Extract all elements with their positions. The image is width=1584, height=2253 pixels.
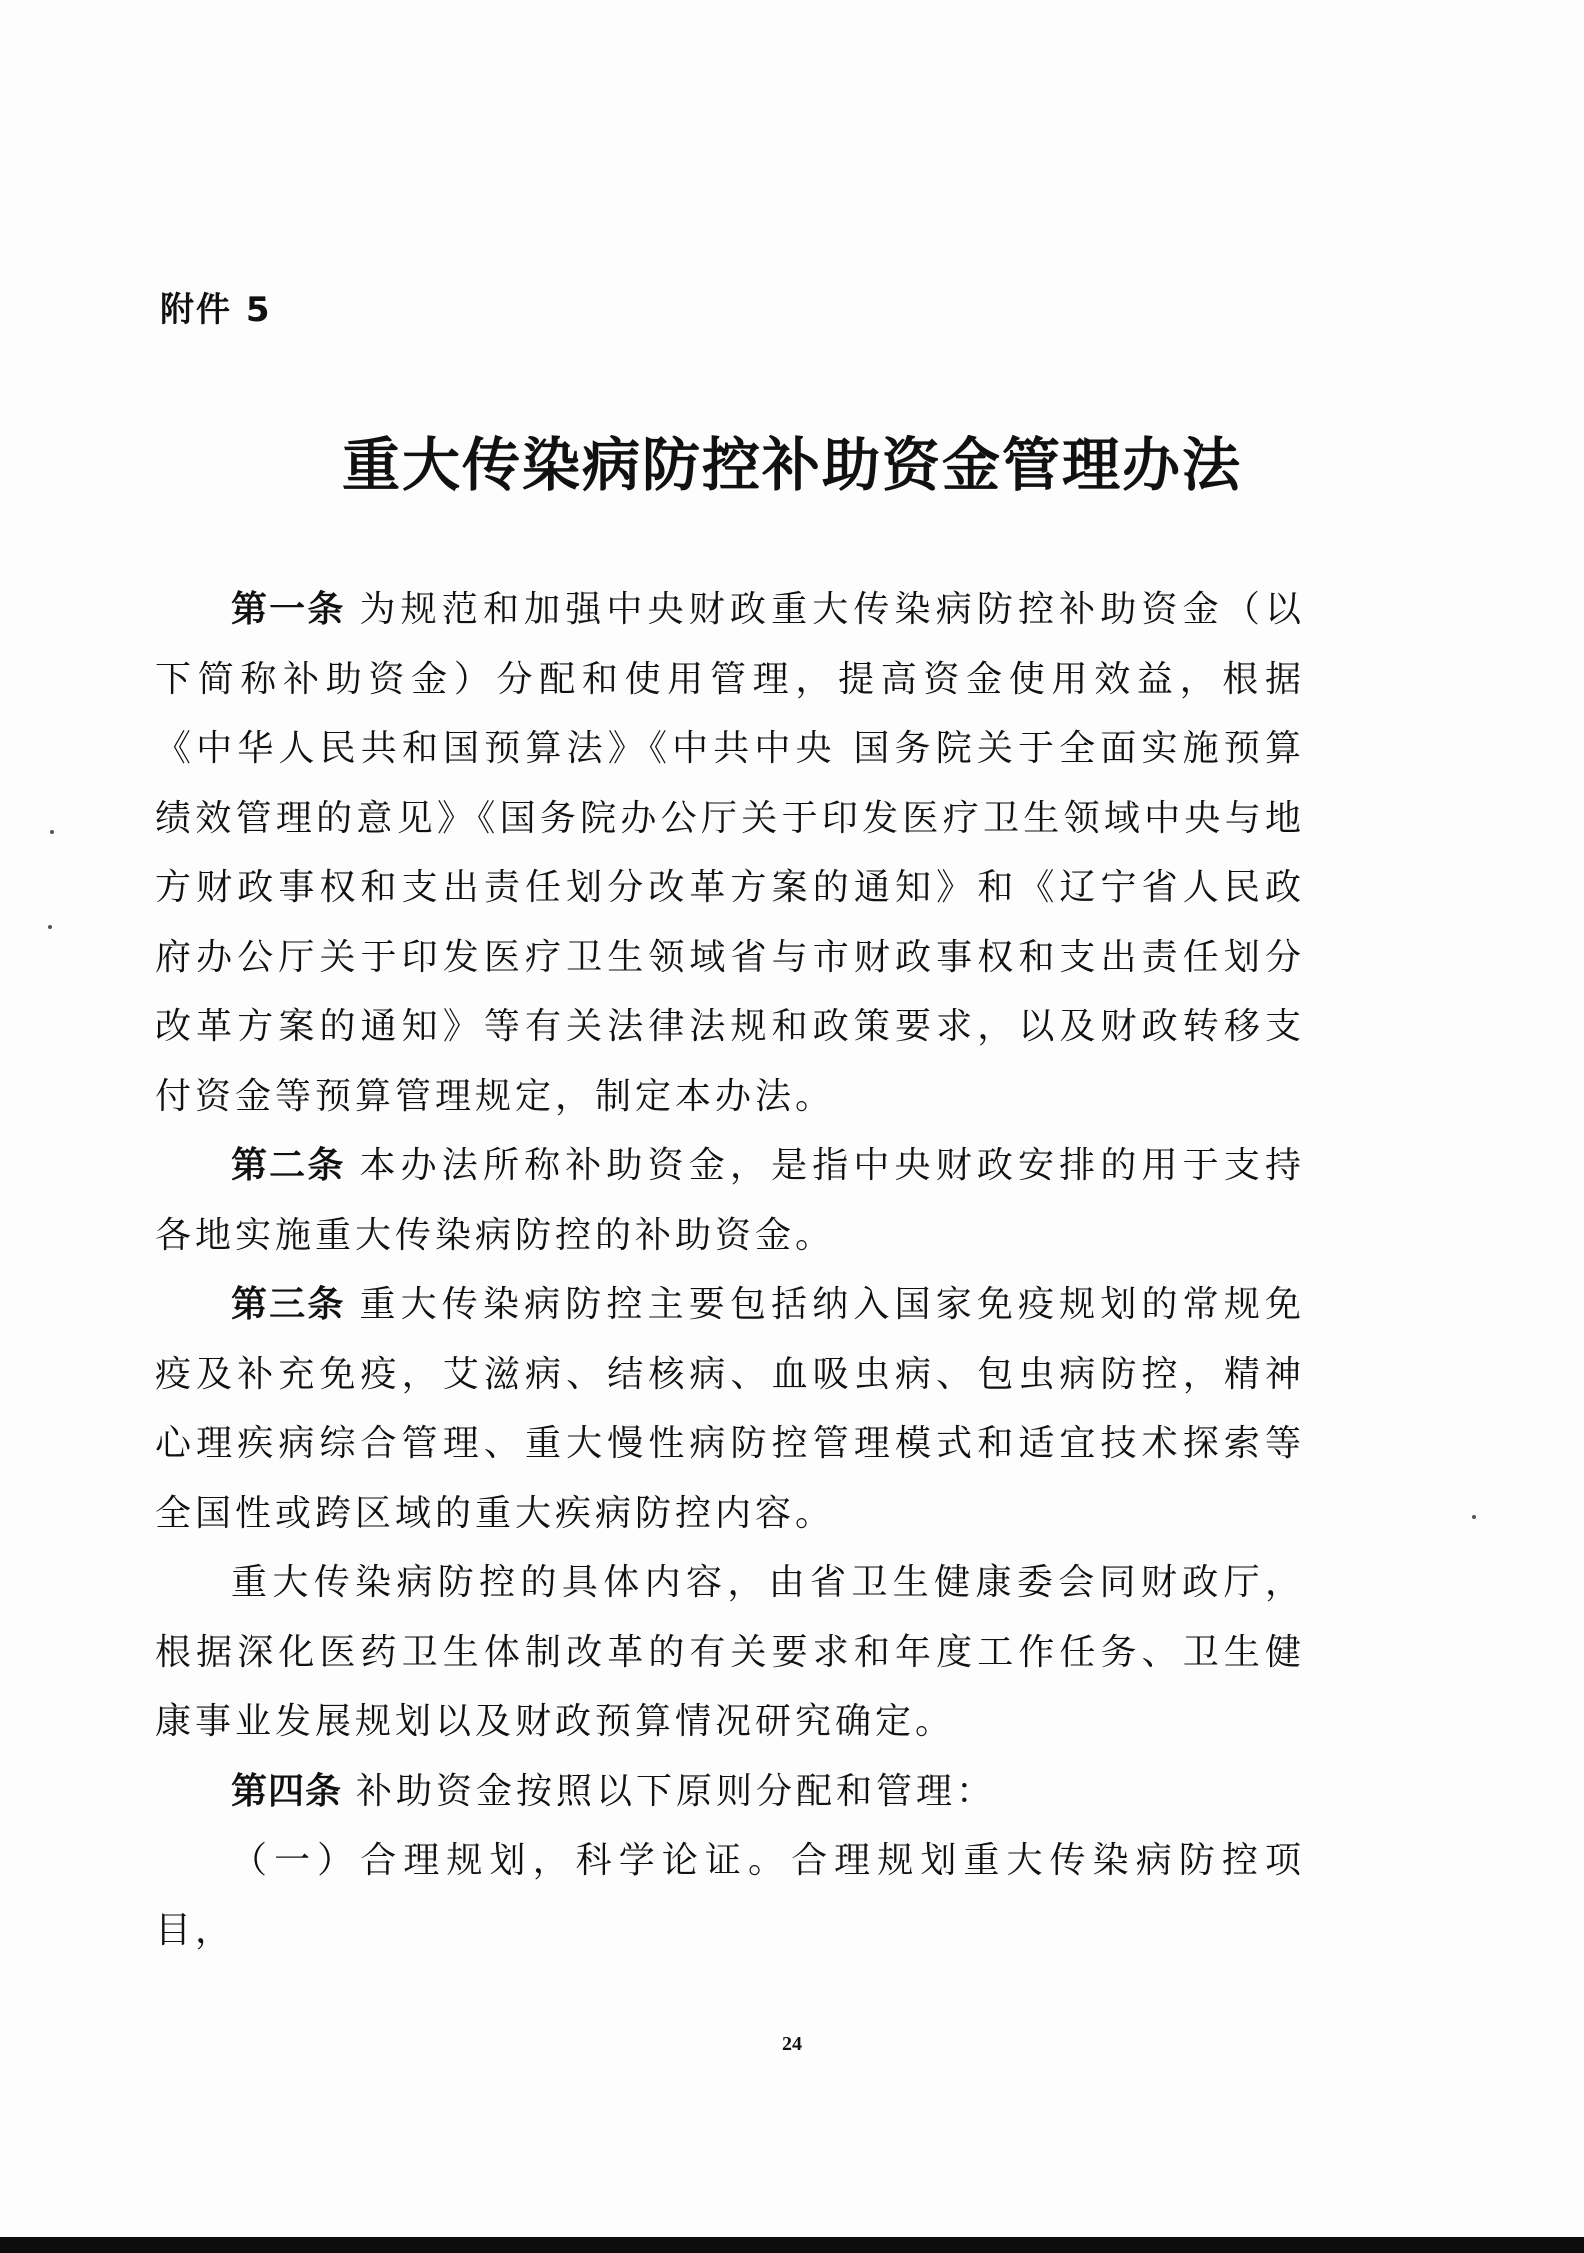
scan-speck xyxy=(48,925,52,929)
scan-speck xyxy=(1472,1515,1476,1519)
article-text: 重大传染病防控主要包括纳入国家免疫规划的常规免疫及补充免疫，艾滋病、结核病、血吸虫病、包虫病防控，精神心理疾病综合管理、重大慢性病防控管理模式和适宜技术探索等全国性或跨区域的重大疾病防控内容。 xyxy=(155,1284,1305,1534)
article-3-paragraph xyxy=(155,1270,1305,1548)
article-text: 本办法所称补助资金，是指中央财政安排的用于支持各地实施重大传染病防控的补助资金。 xyxy=(155,1145,1305,1256)
document-title: 重大传染病防控补助资金管理办法 xyxy=(341,431,1242,499)
article-heading: 第三条 xyxy=(231,1284,346,1325)
document-body xyxy=(155,575,1305,1965)
article-2-paragraph xyxy=(155,1131,1305,1270)
attachment-label: 附件 5 xyxy=(160,290,272,330)
article-4-item-1-paragraph xyxy=(155,1826,1305,1965)
scan-bottom-edge xyxy=(0,2237,1584,2253)
article-text: 重大传染病防控的具体内容，由省卫生健康委会同财政厅，根据深化医药卫生体制改革的有关要求和年度工作任务、卫生健康事业发展规划以及财政预算情况研究确定。 xyxy=(155,1562,1305,1742)
article-text: 补助资金按照以下原则分配和管理： xyxy=(356,1770,997,1812)
article-heading: 第二条 xyxy=(231,1145,346,1186)
article-1-paragraph xyxy=(155,575,1305,1131)
article-heading: 第四条 xyxy=(231,1770,343,1812)
article-text: 为规范和加强中央财政重大传染病防控补助资金（以下简称补助资金）分配和使用管理，提高资金使用效益，根据《中华人民共和国预算法》《中共中央 国务院关于全面实施预算绩效管理的意见》《国务院办公厅关于印发医疗卫生领域中央与地方财政事权和支出责任划分改革方案的通知》和《辽宁省人民政府办公厅关于印发医疗卫生领域省与市财政事权和支出责任划分改革方案的通知》等有关法律法规和政策要求，以及财政转移支付资金等预算管理规定，制定本办法。 xyxy=(155,589,1305,1117)
article-text: （一）合理规划，科学论证。合理规划重大传染病防控项目， xyxy=(155,1840,1305,1951)
article-4-paragraph xyxy=(155,1757,1305,1827)
article-heading: 第一条 xyxy=(231,589,346,630)
page-number: 24 xyxy=(782,2033,802,2055)
scan-speck xyxy=(50,830,54,834)
article-3-continuation-paragraph xyxy=(155,1548,1305,1757)
